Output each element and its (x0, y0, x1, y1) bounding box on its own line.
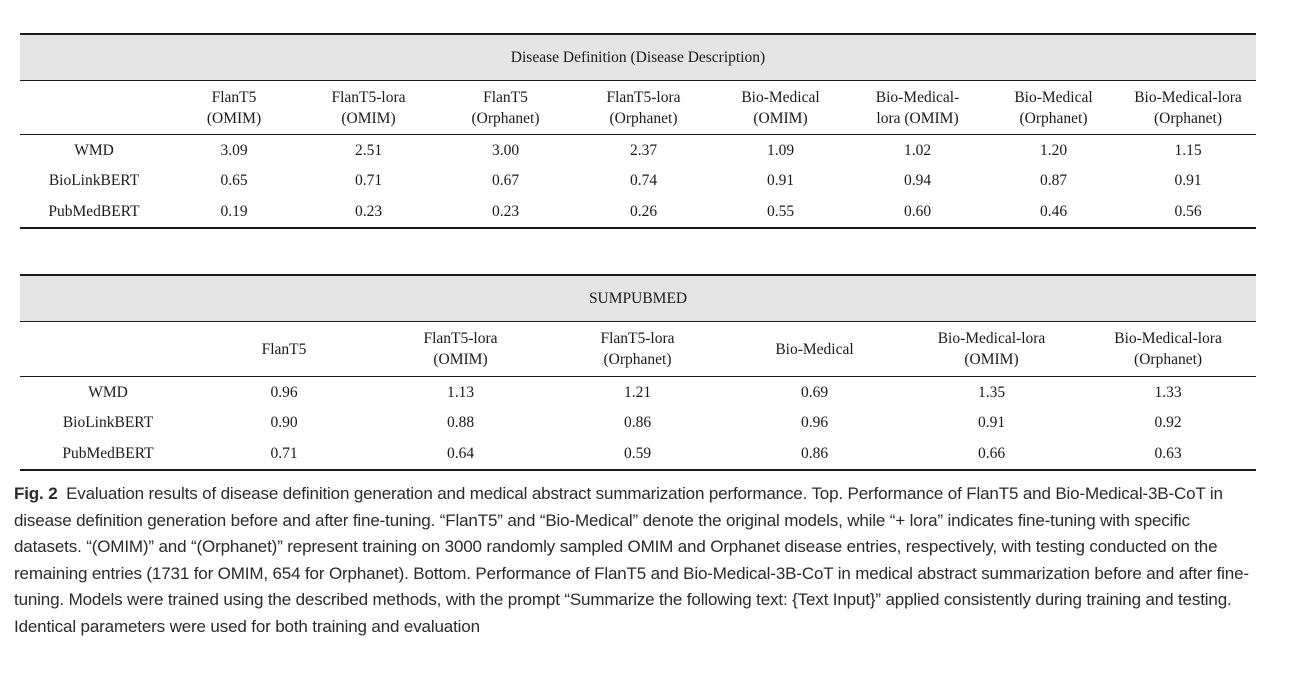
table-cell: 0.87 (1039, 172, 1068, 190)
column-header: Bio-Medical-lora (Orphanet) (1120, 81, 1256, 135)
table-cell: 0.91 (977, 414, 1006, 432)
table-cell: 0.74 (629, 172, 658, 190)
row-label: WMD (74, 141, 114, 159)
column-header: FlanT5-lora (Orphanet) (574, 81, 713, 135)
table-cell: 0.63 (1080, 438, 1256, 470)
column-header: FlanT5-lora (OMIM) (372, 322, 549, 377)
figure-label: Fig. 2 (14, 484, 58, 503)
table-cell: 2.37 (629, 141, 658, 159)
table-cell: 3.09 (220, 141, 248, 159)
table-cell: 0.65 (220, 172, 248, 190)
table-cell: 0.71 (354, 172, 383, 190)
table-row (20, 408, 1256, 439)
row-label: WMD (88, 383, 128, 401)
column-header: FlanT5 (OMIM) (168, 81, 300, 135)
table-cell: 1.02 (903, 141, 932, 159)
table-cell: 0.69 (800, 383, 829, 401)
table-cell: 0.86 (623, 414, 652, 432)
column-header: Bio-Medical-lora (Orphanet) (1080, 322, 1256, 377)
table-cell: 0.67 (491, 172, 520, 190)
table-cell: 1.09 (766, 141, 795, 159)
table-cell: 0.19 (168, 196, 300, 228)
table-cell: 1.20 (1039, 141, 1068, 159)
table-cell: 0.88 (446, 414, 475, 432)
column-header: Bio-Medical- lora (OMIM) (848, 81, 987, 135)
table-cell: 1.15 (1174, 141, 1202, 159)
column-header: FlanT5-lora (Orphanet) (549, 322, 726, 377)
table-title: Disease Definition (Disease Description) (20, 34, 1256, 81)
table-row (20, 196, 1256, 228)
header-row (20, 322, 1256, 377)
table-cell: 0.92 (1154, 414, 1182, 432)
column-header-empty (20, 322, 196, 377)
table-cell: 0.71 (196, 438, 372, 470)
column-header: Bio-Medical (726, 322, 903, 377)
table-cell: 0.96 (800, 414, 829, 432)
row-label: PubMedBERT (20, 438, 196, 470)
row-label: BioLinkBERT (48, 172, 140, 190)
table-row (20, 166, 1256, 197)
table-cell: 2.51 (354, 141, 383, 159)
table-row (20, 135, 1256, 166)
column-header: Bio-Medical (OMIM) (713, 81, 848, 135)
row-label: PubMedBERT (20, 196, 168, 228)
table-cell: 0.86 (726, 438, 903, 470)
table-cell: 1.35 (977, 383, 1006, 401)
column-header-empty (20, 81, 168, 135)
header-row (20, 81, 1256, 135)
column-header: FlanT5 (Orphanet) (437, 81, 574, 135)
table-cell: 0.91 (1174, 172, 1202, 190)
table-cell: 1.13 (446, 383, 475, 401)
caption-text: Evaluation results of disease definition generation and medical abstract summarization performance. Top. Performance of FlanT5 and Bio-Medical-3B-CoT in disease definition generation before and after fine-tuning. “FlanT5” and “Bio-Medical” denote the original models, while “+ lora” indicates fine-tuning with specific datasets. “(OMIM)” and “(Orphanet)” represent training on 3000 randomly sampled OMIM and Orphanet disease entries, respectively, with testing conducted on the remaining entries (1731 for OMIM, 654 for Orphanet). Bottom. Performance of FlanT5 and Bio-Medical-3B-CoT in medical abstract summarization before and after fine-tuning. Models were trained using the described methods, with the prompt “Summarize the following text: {Text Input}” applied consistently during training and testing. Identical parameters were used for both training and evaluation (14, 484, 1249, 636)
table-cell: 0.46 (987, 196, 1120, 228)
table-cell: 0.91 (766, 172, 795, 190)
table-cell: 0.64 (372, 438, 549, 470)
table-cell: 0.56 (1120, 196, 1256, 228)
table-cell: 0.26 (574, 196, 713, 228)
disease-definition-table (20, 33, 1256, 229)
table-cell: 0.59 (549, 438, 726, 470)
table-cell: 0.23 (437, 196, 574, 228)
table-title: SUMPUBMED (20, 275, 1256, 322)
table-cell: 3.00 (491, 141, 520, 159)
table-row (20, 438, 1256, 470)
table-cell: 0.23 (300, 196, 437, 228)
table-cell: 0.90 (270, 414, 298, 432)
column-header: Bio-Medical-lora (OMIM) (903, 322, 1080, 377)
table-cell: 0.94 (903, 172, 932, 190)
column-header: Bio-Medical (Orphanet) (987, 81, 1120, 135)
table-row (20, 377, 1256, 408)
column-header: FlanT5-lora (OMIM) (300, 81, 437, 135)
table-cell: 0.66 (903, 438, 1080, 470)
figure-caption (14, 481, 1254, 640)
table-cell: 0.55 (713, 196, 848, 228)
table-cell: 1.21 (623, 383, 652, 401)
table-cell: 1.33 (1154, 383, 1182, 401)
row-label: BioLinkBERT (62, 414, 154, 432)
column-header: FlanT5 (196, 322, 372, 377)
table-cell: 0.60 (848, 196, 987, 228)
sumpubmed-table (20, 274, 1256, 471)
table-cell: 0.96 (270, 383, 298, 401)
